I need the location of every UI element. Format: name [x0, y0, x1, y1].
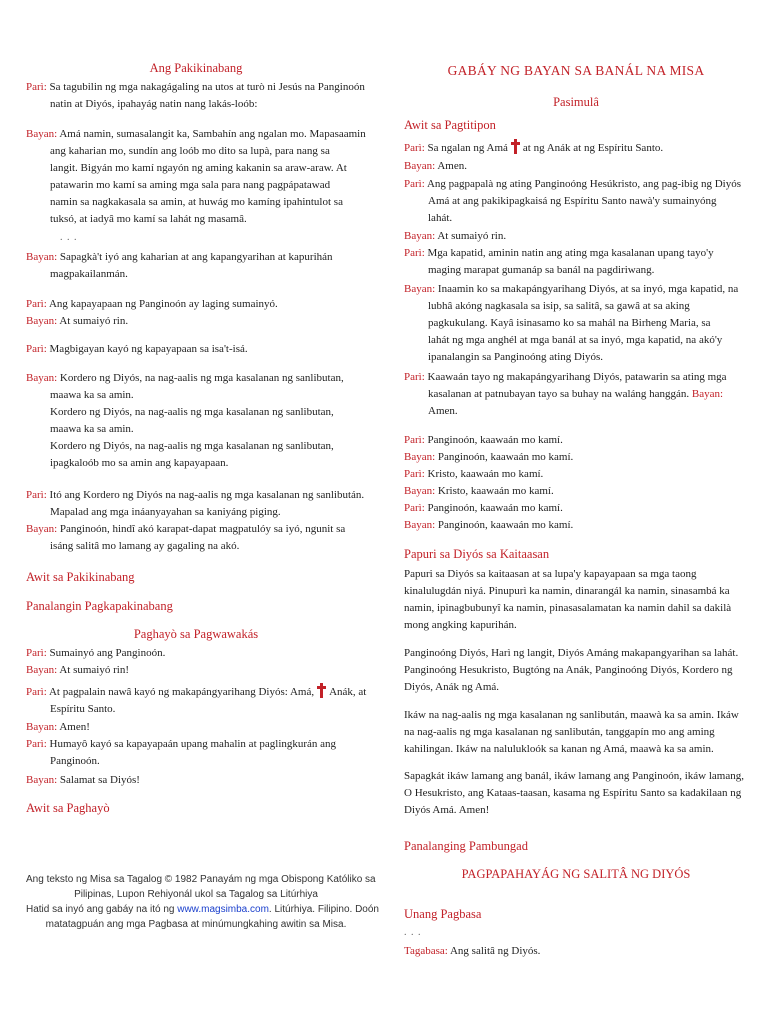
bayan-line: Bayan: Kordero ng Diyós, na nag-aalis ng mga kasalanan ng sanlibutan, maawa ka sa amin. Kordero ng Diyós, na nag-aalis ng mga kasalanan ng sanlibutan, maawa ka sa amin. Kordero ng Diyós, na nag-aalis ng mga kasalanan ng sanlibutan, ipagkaloób mo sa amin ang kapayapaan.: [26, 372, 344, 469]
list-item: Bayan: Panginoón, kaawaán mo kamí.: [404, 519, 574, 531]
bayan-line: Bayan: Amen.: [404, 160, 467, 172]
speaker-tagabasa: Tagabasa:: [404, 945, 448, 957]
speaker-bayan: Bayan:: [26, 523, 58, 535]
ellipsis: . . .: [404, 927, 422, 938]
kyrie-list: [404, 432, 748, 534]
speaker-pari: Parì:: [404, 178, 425, 190]
speaker-bayan: Bayan:: [26, 128, 58, 140]
bayan-line: Bayan: Inaamin ko sa makapángyarihang Diyós, at sa inyó, mga kapatid, na lubhâ akóng nagkasala sa isip, sa salitâ, sa gawâ at sa aking pagkukulang. Kayâ isinasamo ko sa mahál na Birheng Maria, sa lahát ng mga anghél at mga banál at sa inyó, mga kapatid, na akó'y ipanalangin sa Panginoóng ating Diyós.: [404, 283, 739, 363]
section-heading-pasimula: Pasimulâ: [553, 95, 599, 109]
list-item: Bayan: Kristo, kaawaán mo kamí.: [404, 485, 554, 497]
section-heading-awit-pakikinabang: Awit sa Pakikinabang: [26, 570, 135, 584]
pari-line: Parì: Sa ngalan ng Amá at ng Anák at ng Espíritu Santo.: [404, 139, 748, 157]
section-heading-awit-pagtitipon: Awit sa Pagtitipon: [404, 118, 496, 132]
pari-line: Parì: Ang kapayapaan ng Panginoón ay laging sumainyó.: [26, 298, 278, 310]
pari-line: Parì: Itó ang Kordero ng Diyós na nag-aalis ng mga kasalanan ng sanlibután. Mapalad ang mga ináanyayahan sa kaniyáng piging.: [26, 489, 365, 518]
speaker-bayan: Bayan:: [26, 372, 58, 384]
section-heading-pagpapahayag: PAGPAPAHAYÁG NG SALITÂ NG DIYÓS: [461, 867, 691, 881]
section-heading-unang-pagbasa: Unang Pagbasa: [404, 907, 482, 921]
pari-line: Parì: Ang pagpapalà ng ating Panginoóng Hesúkristo, ang pag-ibig ng Diyós Amá at ang pakikipagkaisá ng Espíritu Santo nawà'y sumainyóng lahát.: [404, 178, 742, 224]
speaker-pari: Parì:: [26, 81, 47, 93]
speaker-bayan: Bayan:: [404, 230, 436, 242]
speaker-bayan: Bayan:: [691, 388, 724, 400]
cross-icon: [317, 683, 326, 698]
gloria-paragraph: Ikáw na nag-aalis ng mga kasalanan ng sanlibután, maawà ka sa amin. Ikáw na nag-aalis ng mga kasalanan ng sanlibután, tanggapín mo ang aming kahilingan. Ikáw na nalulukloók sa kanan ng Amá, maawà ka sa amin.: [404, 709, 739, 755]
list-item: Parì: Kristo, kaawaán mo kamí.: [404, 468, 544, 480]
list-item: Bayan: Panginoón, kaawaán mo kamí.: [404, 451, 574, 463]
speaker-pari: Parì:: [404, 247, 425, 259]
section-heading-awit-paghayo: Awit sa Paghayò: [26, 801, 110, 815]
section-heading-pakikinabang: Ang Pakikinabang: [149, 61, 243, 75]
pari-line: Parì: Sa tagubilin ng mga nakagágaling na utos at turò ni Jesús na Panginoón natin at Diyós, ipahayág natin nang lakás-loób:: [26, 81, 365, 110]
speaker-bayan: Bayan:: [26, 315, 58, 327]
pari-line: Parì: Magbigayan kayó ng kapayapaan sa isa't-isá.: [26, 343, 248, 355]
bayan-line: Bayan: Amá namin, sumasalangit ka, Sambahín ang ngalan mo. Mapasaamin ang kaharian mo, sundín ang loób mo dito sa lupà, para nang sa langit. Bigyán mo kamí ngayón ng aming kakanin sa araw-araw. At patawarin mo kamí sa aming mga sala para nang pagpápatawad namin sa nagkakasala sa amin, at huwág mo kamíng ipahintulot sa tuksó, at iadyâ mo kamí sa lahát ng masamâ.: [26, 128, 366, 225]
bayan-line: Bayan: Sapagkà't iyó ang kaharian at ang kapangyarihan at kapurihán magpakailanmán.: [26, 251, 333, 280]
speaker-pari: Parì:: [26, 686, 47, 698]
speaker-pari: Parì:: [404, 142, 425, 154]
speaker-bayan: Bayan:: [26, 774, 58, 786]
pari-line: Parì: Humayô kayó sa kapayapaán upang mahalin at paglingkurán ang Panginoón.: [26, 738, 337, 767]
tagabasa-line: Tagabasa: Ang salitâ ng Diyós.: [404, 945, 541, 957]
footer-credits: Ang teksto ng Misa sa Tagalog © 1982 Panayám ng mga Obispong Katóliko sa Pilipinas, Lupon Rehiyonál ukol sa Tagalog sa Litúrhiya Hatid sa inyó ang gabáy na itó ng www.magsimba.com. Litúrhiya. Filipino. Doón matatagpuán ang mga Pagbasa at minúmungkahing awitin sa Misa.: [26, 874, 379, 930]
speaker-bayan: Bayan:: [404, 160, 436, 172]
speaker-pari: Parì:: [26, 298, 47, 310]
speaker-pari: Parì:: [26, 647, 47, 659]
speaker-pari: Parì:: [26, 489, 47, 501]
pari-line: Parì: At pagpalain nawâ kayó ng makapángyarihang Diyós: Amá, Anák, at Espíritu Santo.: [26, 683, 366, 718]
speaker-pari: Parì:: [26, 343, 47, 355]
speaker-bayan: Bayan:: [26, 664, 58, 676]
speaker-pari: Parì:: [404, 371, 425, 383]
bayan-line: Bayan: Amen!: [26, 721, 90, 733]
section-heading-panalanging-pambungad: Panalanging Pambungad: [404, 839, 528, 853]
pari-line: Parì: Kaawaán tayo ng makapángyarihang Diyós, patawarin sa ating mga kasalanan at patnubayan tayo sa buhay na waláng hanggán. Bayan: Amen.: [404, 371, 727, 417]
bayan-line: Bayan: Panginoón, hindî akó karapat-dapat magpatulóy sa iyó, ngunit sa isáng salitâ mo lamang ay gagaling na akó.: [26, 523, 346, 552]
pari-line: Parì: Sumainyó ang Panginoón.: [26, 647, 166, 659]
speaker-bayan: Bayan:: [26, 721, 58, 733]
gloria-paragraph: Panginoóng Diyós, Harì ng langit, Diyós Amáng makapangyarihan sa lahát. Panginoóng Hesukristo, Bugtóng na Anák, Panginoóng Diyós, Kordero ng Diyós, Anák ng Amá.: [404, 647, 739, 693]
gloria-paragraph: Papuri sa Diyós sa kaitaasan at sa lupa'y kapayapaan sa mga taong kinalulugdán niyá. Pinupurì ka namin, dinarangál ka namin, sinasambá ka namin, ipinagbubunyî ka namin, pinasasalamatan ka namin dahil sa dakilà mong angking kapurihán.: [404, 568, 732, 631]
list-item: Parì: Panginoón, kaawaán mo kamí.: [404, 434, 563, 446]
gloria-paragraph: Sapagkát ikáw lamang ang banál, ikáw lamang ang Panginoón, ikáw lamang, O Hesukristo, ang Kataas-taasan, kasama ng Espíritu Santo sa kadakilaan ng Diyós Amá. Amen!: [404, 770, 744, 816]
bayan-line: Bayan: At sumaiyó rin.: [26, 315, 129, 327]
section-heading-paghayo: Paghayò sa Pagwawakás: [133, 627, 259, 641]
magsimba-link[interactable]: www.magsimba.com: [177, 904, 269, 915]
speaker-bayan: Bayan:: [26, 251, 58, 263]
bayan-line: Bayan: At sumaiyó rin!: [26, 664, 129, 676]
section-heading-panalangin: Panalangin Pagkapakinabang: [26, 599, 173, 613]
bayan-line: Bayan: At sumaiyó rin.: [404, 230, 507, 242]
ellipsis: . . .: [60, 232, 78, 243]
section-heading-papuri: Papuri sa Diyós sa Kaitaasan: [404, 547, 550, 561]
bayan-line: Bayan: Salamat sa Diyós!: [26, 774, 140, 786]
page-title: GABÁY NG BAYAN SA BANÁL NA MISA: [447, 63, 705, 78]
pari-line: Parì: Mga kapatid, aminin natin ang ating mga kasalanan upang tayo'y maging marapat gumanáp sa banál na pagdiriwang.: [404, 247, 714, 276]
cross-icon: [511, 139, 520, 154]
speaker-bayan: Bayan:: [404, 283, 436, 295]
speaker-pari: Parì:: [26, 738, 47, 750]
list-item: Parì: Panginoón, kaawaán mo kamí.: [404, 502, 563, 514]
